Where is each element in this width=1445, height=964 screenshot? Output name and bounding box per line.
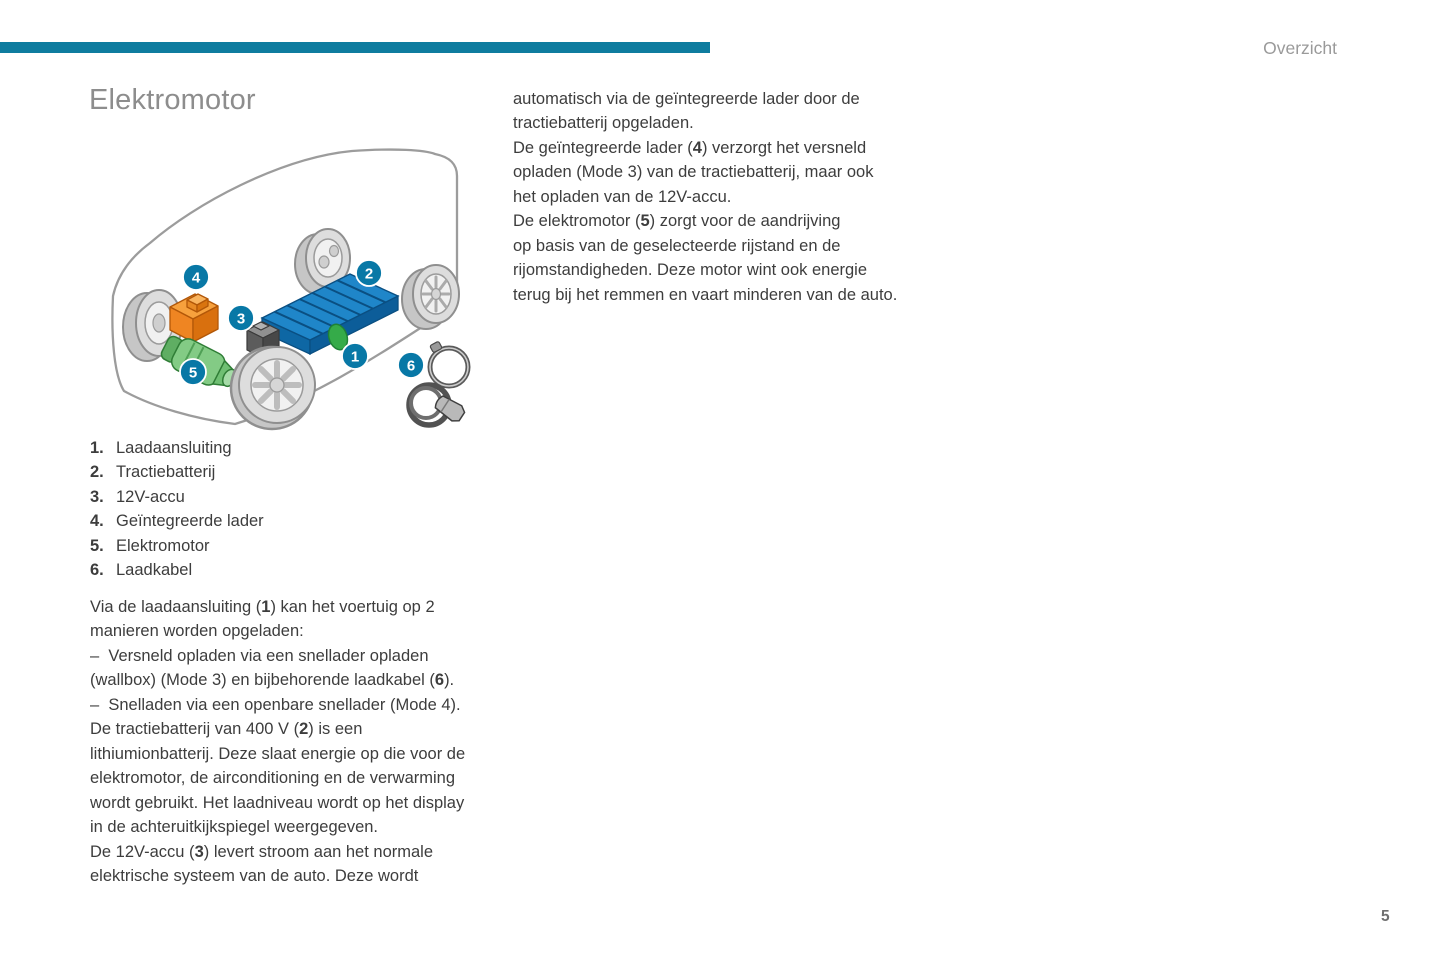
wheel-rear-near: [231, 347, 315, 429]
text-line: manieren worden opgeladen:: [90, 622, 304, 641]
legend-item-label: 12V-accu: [116, 487, 185, 506]
text-line: op basis van de geselecteerde rijstand en de: [513, 236, 841, 255]
text-line: De geïntegreerde lader (4) verzorgt het versneld: [513, 138, 867, 157]
callout-2: [356, 260, 382, 286]
legend-item-number: 3.: [90, 487, 104, 506]
page-number: 5: [1381, 908, 1390, 925]
legend-item-label: Geïntegreerde lader: [116, 512, 264, 531]
legend-item-label: Elektromotor: [116, 536, 210, 555]
text-line: automatisch via de geïntegreerde lader door de: [513, 90, 860, 108]
legend-item-label: Laadkabel: [116, 561, 193, 580]
legend-item-number: 4.: [90, 512, 104, 531]
svg-text:5: 5: [188, 364, 198, 382]
body-right-column: [513, 87, 897, 307]
legend-item-number: 1.: [90, 439, 104, 457]
svg-text:1: 1: [350, 348, 360, 366]
legend-item: [90, 534, 264, 558]
callout-1: [342, 343, 368, 369]
legend-item: [90, 558, 264, 582]
text-line: terug bij het remmen en vaart minderen van de auto.: [513, 285, 898, 304]
text-line: in de achteruitkijkspiegel weergegeven.: [90, 818, 379, 837]
text-line: De tractiebatterij van 400 V (2) is een: [90, 720, 363, 739]
header-accent-bar: [0, 42, 710, 53]
diagram-legend: [90, 436, 264, 582]
text-line: De elektromotor (5) zorgt voor de aandrijving: [513, 212, 841, 231]
text-line: elektrische systeem van de auto. Deze wordt: [90, 866, 419, 885]
legend-item-number: 2.: [90, 463, 104, 482]
svg-text:4: 4: [191, 269, 201, 287]
legend-item: [90, 485, 264, 509]
legend-item-number: 5.: [90, 536, 104, 555]
text-line: tractiebatterij opgeladen.: [513, 114, 694, 133]
section-label: Overzicht: [1263, 38, 1337, 58]
page-title: Elektromotor: [89, 84, 256, 116]
wheel-rear-far: [402, 265, 459, 329]
ev-powertrain-svg: [95, 146, 490, 438]
text-line: opladen (Mode 3) van de tractiebatterij, maar ook: [513, 163, 874, 182]
body-left-column: [90, 595, 465, 888]
text-line: – Snelladen via een openbare snellader (Mode 4).: [90, 695, 461, 714]
svg-text:6: 6: [406, 357, 416, 375]
legend-item: [90, 509, 264, 533]
text-line: – Versneld opladen via een snellader opladen: [90, 646, 429, 665]
text-line: De 12V-accu (3) levert stroom aan het normale: [90, 842, 434, 861]
svg-text:3: 3: [236, 310, 246, 328]
callout-5: [180, 359, 206, 385]
legend-item: [90, 460, 264, 484]
text-line: het opladen van de 12V-accu.: [513, 187, 732, 206]
ev-powertrain-diagram: [95, 146, 490, 438]
svg-text:2: 2: [364, 265, 374, 283]
legend-item-number: 6.: [90, 561, 104, 580]
legend-item: [90, 436, 264, 460]
legend-item-label: Tractiebatterij: [116, 463, 216, 482]
text-line: (wallbox) (Mode 3) en bijbehorende laadkabel (6).: [90, 671, 455, 690]
text-line: lithiumionbatterij. Deze slaat energie op die voor de: [90, 744, 466, 763]
legend-item-label: Laadaansluiting: [116, 439, 232, 457]
callout-3: [228, 305, 254, 331]
text-line: elektromotor, de airconditioning en de verwarming: [90, 769, 456, 788]
callout-6: [398, 352, 424, 378]
text-line: Via de laadaansluiting (1) kan het voertuig op 2: [90, 598, 435, 616]
text-line: rijomstandigheden. Deze motor wint ook energie: [513, 261, 868, 280]
callout-4: [183, 264, 209, 290]
text-line: wordt gebruikt. Het laadniveau wordt op het display: [90, 793, 465, 812]
